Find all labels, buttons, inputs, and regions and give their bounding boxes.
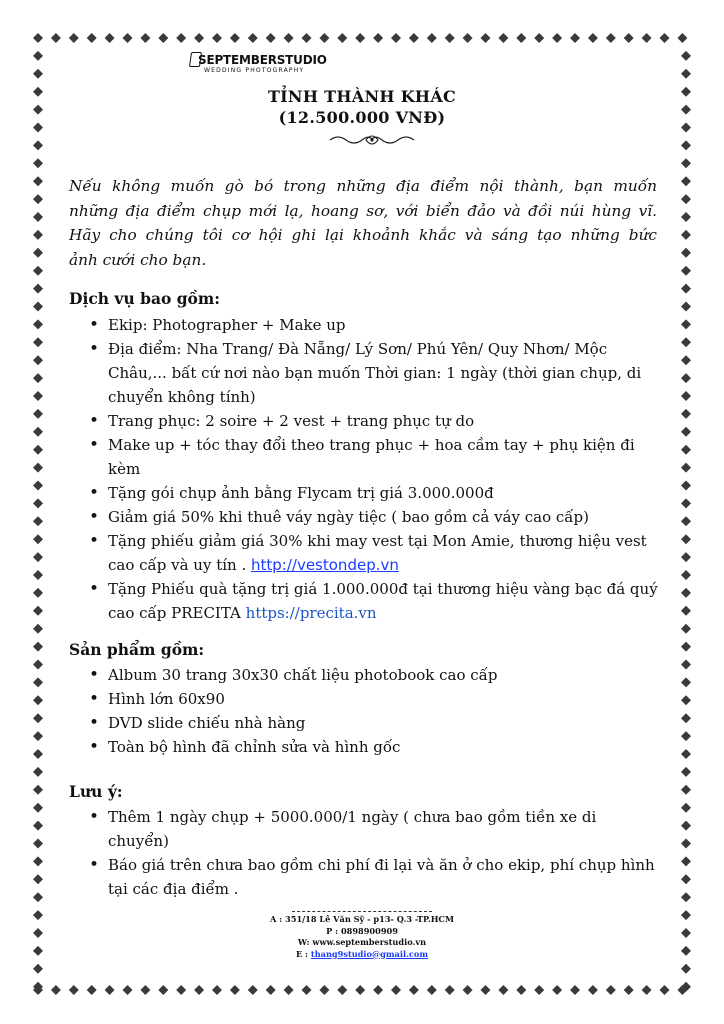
- border-diamond: [230, 33, 240, 43]
- footer-email-link[interactable]: thang9studio@gmail.com: [310, 948, 429, 959]
- intro-line: Nếu không muốn gò bó trong những địa điểm nội thành, bạn muốn: [69, 177, 657, 195]
- border-diamond: [534, 33, 544, 43]
- border-diamond: [681, 731, 691, 741]
- border-diamond: [33, 534, 43, 544]
- border-diamond: [284, 985, 294, 995]
- border-diamond: [624, 985, 634, 995]
- border-diamond: [33, 695, 43, 705]
- border-diamond: [69, 985, 79, 995]
- border-diamond: [33, 785, 43, 795]
- border-diamond: [570, 985, 580, 995]
- border-diamond: [33, 194, 43, 204]
- border-diamond: [681, 695, 691, 705]
- border-diamond: [33, 552, 43, 562]
- list-item: • Địa điểm: Nha Trang/ Đà Nẵng/ Lý Sơn/ Phú Yên/ Quy Nhơn/ Mộc Châu,... bất cứ nơi nào bạn muốn Thời gian: 1 ngày (thời gian chụp, di chuyển không tính): [69, 337, 661, 409]
- border-diamond: [481, 33, 491, 43]
- border-diamond: [337, 33, 347, 43]
- border-diamond: [33, 230, 43, 240]
- border-diamond: [391, 985, 401, 995]
- border-diamond: [681, 821, 691, 831]
- border-diamond: [33, 212, 43, 222]
- border-diamond: [681, 713, 691, 723]
- border-diamond: [33, 839, 43, 849]
- border-diamond: [681, 373, 691, 383]
- intro-line: Hãy cho chúng tôi cơ hội ghi lại khoảnh khắc và sáng tạo những bức: [69, 226, 657, 244]
- footer-website: W: www.septemberstudio.vn: [297, 937, 427, 947]
- border-diamond: [33, 713, 43, 723]
- border-diamond: [552, 985, 562, 995]
- border-diamond: [373, 985, 383, 995]
- border-diamond: [87, 985, 97, 995]
- border-diamond: [681, 677, 691, 687]
- list-item: • Báo giá trên chưa bao gồm chi phí đi lại và ăn ở cho ekip, phí chụp hình tại các địa điểm .: [69, 853, 661, 901]
- border-diamond: [33, 266, 43, 276]
- border-diamond: [681, 481, 691, 491]
- logo-tagline: WEDDING PHOTOGRAPHY: [204, 67, 305, 74]
- list-item: [69, 577, 661, 625]
- footer-phone: P : 0898900909: [326, 925, 398, 936]
- border-diamond: [33, 51, 43, 61]
- border-diamond: [681, 337, 691, 347]
- border-diamond: [33, 516, 43, 526]
- border-diamond: [642, 33, 652, 43]
- border-diamond: [319, 985, 329, 995]
- border-diamond: [33, 409, 43, 419]
- border-diamond: [51, 33, 61, 43]
- border-diamond: [681, 767, 691, 777]
- footer-email-label: E :: [295, 948, 311, 959]
- border-diamond: [123, 33, 133, 43]
- border-diamond: [681, 660, 691, 670]
- border-diamond: [681, 409, 691, 419]
- border-diamond: [230, 985, 240, 995]
- border-diamond: [33, 588, 43, 598]
- intro-line: những địa điểm chụp mới lạ, hoang sơ, với biển đảo và đồi núi hùng vĩ.: [69, 201, 657, 220]
- border-diamond: [33, 803, 43, 813]
- products-list: [69, 663, 661, 759]
- border-diamond: [158, 985, 168, 995]
- border-diamond: [355, 33, 365, 43]
- border-diamond: [284, 33, 294, 43]
- border-diamond: [681, 874, 691, 884]
- border-diamond: [570, 33, 580, 43]
- border-diamond: [319, 33, 329, 43]
- border-diamond: [33, 69, 43, 79]
- border-diamond: [33, 248, 43, 258]
- border-diamond: [373, 33, 383, 43]
- border-diamond: [33, 355, 43, 365]
- border-diamond: [212, 33, 222, 43]
- border-diamond: [33, 892, 43, 902]
- border-diamond: [516, 33, 526, 43]
- border-diamond: [194, 33, 204, 43]
- border-diamond: [33, 606, 43, 616]
- border-diamond: [409, 985, 419, 995]
- border-diamond: [33, 284, 43, 294]
- vest-offer-text: Tặng phiếu giảm giá 30% khi may vest tại Mon Amie, thương hiệu vest cao cấp và uy tín .: [108, 532, 647, 574]
- border-diamond: [681, 516, 691, 526]
- border-diamond: [681, 642, 691, 652]
- border-diamond: [158, 33, 168, 43]
- precita-offer-text: Tặng Phiếu quà tặng trị giá 1.000.000đ tại thương hiệu vàng bạc đá quý cao cấp PRECITA: [108, 580, 658, 622]
- border-diamond: [409, 33, 419, 43]
- border-diamond: [681, 69, 691, 79]
- border-diamond: [681, 785, 691, 795]
- logo-brand: SEPTEMBERSTUDIO: [198, 53, 327, 67]
- border-diamond: [33, 642, 43, 652]
- list-item: [69, 529, 661, 577]
- border-diamond: [51, 985, 61, 995]
- products-heading: Sản phẩm gồm:: [69, 640, 205, 659]
- border-diamond: [498, 33, 508, 43]
- border-diamond: [681, 230, 691, 240]
- border-diamond: [681, 445, 691, 455]
- services-heading: Dịch vụ bao gồm:: [69, 289, 221, 308]
- border-diamond: [624, 33, 634, 43]
- footer-address: A : 351/18 Lê Văn Sỹ - p13- Q.3 -TP.HCM: [269, 914, 455, 924]
- border-diamond: [33, 427, 43, 437]
- border-diamond: [445, 33, 455, 43]
- border-diamond: [33, 319, 43, 329]
- border-diamond: [660, 985, 670, 995]
- border-diamond: [33, 749, 43, 759]
- border-diamond: [588, 33, 598, 43]
- border-diamond: [33, 140, 43, 150]
- package-price: (12.500.000 VNĐ): [278, 108, 446, 127]
- border-diamond: [302, 33, 312, 43]
- precita-link[interactable]: https://precita.vn: [245, 604, 377, 622]
- border-diamond: [33, 463, 43, 473]
- border-diamond: [481, 985, 491, 995]
- border-diamond: [391, 33, 401, 43]
- border-diamond: [355, 985, 365, 995]
- border-diamond: [33, 821, 43, 831]
- border-diamond: [681, 552, 691, 562]
- border-diamond: [87, 33, 97, 43]
- services-list: [69, 313, 661, 625]
- border-diamond: [176, 985, 186, 995]
- notes-heading: Lưu ý:: [69, 782, 123, 801]
- intro-line: ảnh cưới cho bạn.: [69, 250, 207, 269]
- border-diamond: [552, 33, 562, 43]
- list-item: • Make up + tóc thay đổi theo trang phục + hoa cầm tay + phụ kiện đi kèm: [69, 433, 661, 481]
- border-diamond: [660, 33, 670, 43]
- border-diamond: [33, 874, 43, 884]
- border-diamond: [33, 176, 43, 186]
- border-diamond: [33, 624, 43, 634]
- border-diamond: [105, 33, 115, 43]
- border-diamond: [140, 985, 150, 995]
- list-item: • Trang phục: 2 soire + 2 vest + trang phục tự do: [69, 409, 661, 433]
- border-diamond: [681, 194, 691, 204]
- border-diamond: [105, 985, 115, 995]
- border-diamond: [681, 964, 691, 974]
- intro-paragraph: [69, 174, 657, 272]
- border-diamond: [33, 731, 43, 741]
- border-diamond: [642, 985, 652, 995]
- list-item: • Toàn bộ hình đã chỉnh sửa và hình gốc: [69, 735, 661, 759]
- border-diamond: [681, 498, 691, 508]
- vestondep-link[interactable]: http://vestondep.vn: [251, 556, 399, 574]
- border-diamond: [140, 33, 150, 43]
- border-diamond: [681, 140, 691, 150]
- border-diamond: [681, 839, 691, 849]
- border-diamond: [681, 749, 691, 759]
- border-diamond: [681, 158, 691, 168]
- border-diamond: [212, 985, 222, 995]
- border-diamond: [463, 33, 473, 43]
- border-diamond: [427, 985, 437, 995]
- list-item: • Album 30 trang 30x30 chất liệu photobook cao cấp: [69, 663, 661, 687]
- border-diamond: [33, 391, 43, 401]
- border-diamond: [69, 33, 79, 43]
- list-item: • Giảm giá 50% khi thuê váy ngày tiệc ( bao gồm cả váy cao cấp): [69, 505, 661, 529]
- border-diamond: [681, 302, 691, 312]
- border-diamond: [606, 33, 616, 43]
- border-diamond: [681, 391, 691, 401]
- border-diamond: [588, 985, 598, 995]
- border-diamond: [681, 319, 691, 329]
- footer-email-line: [0, 949, 724, 961]
- footer-divider: [292, 911, 432, 912]
- border-diamond: [248, 985, 258, 995]
- border-diamond: [33, 498, 43, 508]
- border-diamond: [463, 985, 473, 995]
- border-diamond: [534, 985, 544, 995]
- border-diamond: [33, 677, 43, 687]
- list-item: • Tặng gói chụp ảnh bằng Flycam trị giá 3.000.000đ: [69, 481, 661, 505]
- border-diamond: [33, 570, 43, 580]
- list-item: • Ekip: Photographer + Make up: [69, 313, 661, 337]
- border-diamond: [681, 248, 691, 258]
- border-diamond: [681, 803, 691, 813]
- border-diamond: [33, 660, 43, 670]
- border-diamond: [337, 985, 347, 995]
- border-diamond: [33, 158, 43, 168]
- border-diamond: [681, 284, 691, 294]
- border-diamond: [33, 964, 43, 974]
- border-diamond: [33, 373, 43, 383]
- border-diamond: [427, 33, 437, 43]
- border-diamond: [681, 624, 691, 634]
- border-diamond: [681, 176, 691, 186]
- border-diamond: [516, 985, 526, 995]
- list-item: • Hình lớn 60x90: [69, 687, 661, 711]
- list-item: • DVD slide chiếu nhà hàng: [69, 711, 661, 735]
- border-diamond: [176, 33, 186, 43]
- flourish-ornament-icon: [328, 133, 416, 147]
- studio-logo: [190, 50, 327, 76]
- border-diamond: [33, 302, 43, 312]
- border-diamond: [302, 985, 312, 995]
- border-diamond: [681, 588, 691, 598]
- border-diamond: [606, 985, 616, 995]
- border-diamond: [33, 445, 43, 455]
- border-diamond: [681, 51, 691, 61]
- border-diamond: [498, 985, 508, 995]
- list-item: • Thêm 1 ngày chụp + 5000.000/1 ngày ( chưa bao gồm tiền xe di chuyển): [69, 805, 661, 853]
- border-diamond: [194, 985, 204, 995]
- border-diamond: [445, 985, 455, 995]
- border-diamond: [33, 33, 43, 43]
- border-diamond: [681, 212, 691, 222]
- border-diamond: [123, 985, 133, 995]
- border-diamond: [681, 355, 691, 365]
- border-diamond: [681, 463, 691, 473]
- border-diamond: [677, 33, 687, 43]
- border-diamond: [681, 606, 691, 616]
- border-diamond: [33, 337, 43, 347]
- contact-footer: [0, 911, 724, 960]
- border-diamond: [33, 856, 43, 866]
- border-diamond: [266, 33, 276, 43]
- border-diamond: [681, 570, 691, 580]
- border-diamond: [248, 33, 258, 43]
- notes-list: [69, 805, 661, 901]
- border-diamond: [681, 427, 691, 437]
- border-diamond: [681, 534, 691, 544]
- border-diamond: [681, 856, 691, 866]
- border-diamond: [33, 481, 43, 491]
- border-diamond: [266, 985, 276, 995]
- page-title: TỈNH THÀNH KHÁC: [267, 87, 457, 106]
- border-diamond: [681, 266, 691, 276]
- border-diamond: [681, 892, 691, 902]
- border-diamond: [33, 767, 43, 777]
